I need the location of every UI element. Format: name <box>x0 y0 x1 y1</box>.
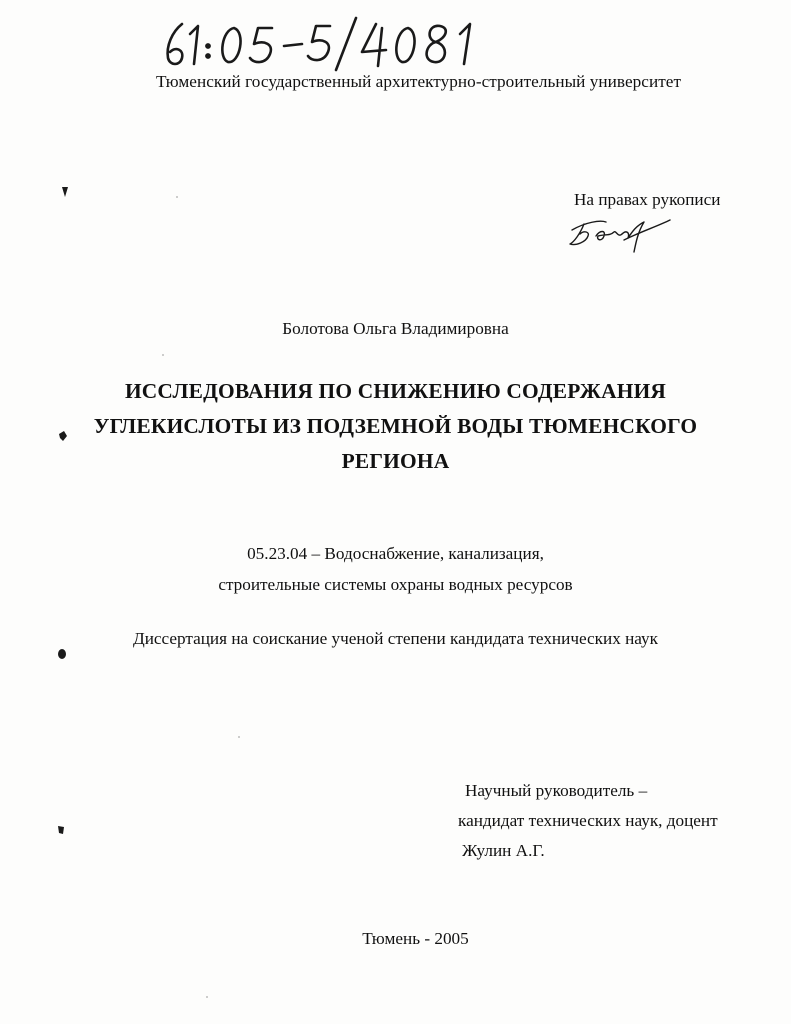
scan-speck <box>176 196 178 198</box>
binding-hole-mark <box>60 186 70 198</box>
supervisor-degree: кандидат технических наук, доцент <box>458 811 718 830</box>
archive-stamp <box>160 14 490 74</box>
handwritten-stamp-drawing <box>160 14 490 74</box>
author-name: Болотова Ольга Владимировна <box>282 319 509 338</box>
supervisor-name: Жулин А.Г. <box>462 841 545 860</box>
supervisor-role: Научный руководитель – <box>465 781 648 800</box>
specialty-code <box>0 538 791 600</box>
city-year: Тюмень - 2005 <box>362 929 469 948</box>
scan-speck <box>206 996 208 998</box>
scan-speck <box>238 736 240 738</box>
binding-hole-mark <box>56 824 66 836</box>
signature-drawing <box>566 212 676 254</box>
title-line-1: ИССЛЕДОВАНИЯ ПО СНИЖЕНИЮ СОДЕРЖАНИЯ <box>124 379 667 403</box>
binding-hole-mark <box>57 648 67 660</box>
scan-speck <box>162 354 164 356</box>
university-name: Тюменский государственный архитектурно-строительный университет <box>156 72 682 91</box>
specialty-line-2: строительные системы охраны водных ресурсов <box>218 575 573 594</box>
author-signature <box>566 212 676 254</box>
rights-notice: На правах рукописи <box>574 190 721 209</box>
specialty-line-1: 05.23.04 – Водоснабжение, канализация, <box>247 544 544 563</box>
degree-statement: Диссертация на соискание ученой степени кандидата технических наук <box>133 629 658 648</box>
binding-hole-mark <box>58 430 68 442</box>
supervisor-block <box>458 776 718 866</box>
title-line-2: УГЛЕКИСЛОТЫ ИЗ ПОДЗЕМНОЙ ВОДЫ ТЮМЕНСКОГО <box>93 414 698 438</box>
dissertation-title <box>0 374 791 479</box>
title-line-3: РЕГИОНА <box>341 449 450 473</box>
